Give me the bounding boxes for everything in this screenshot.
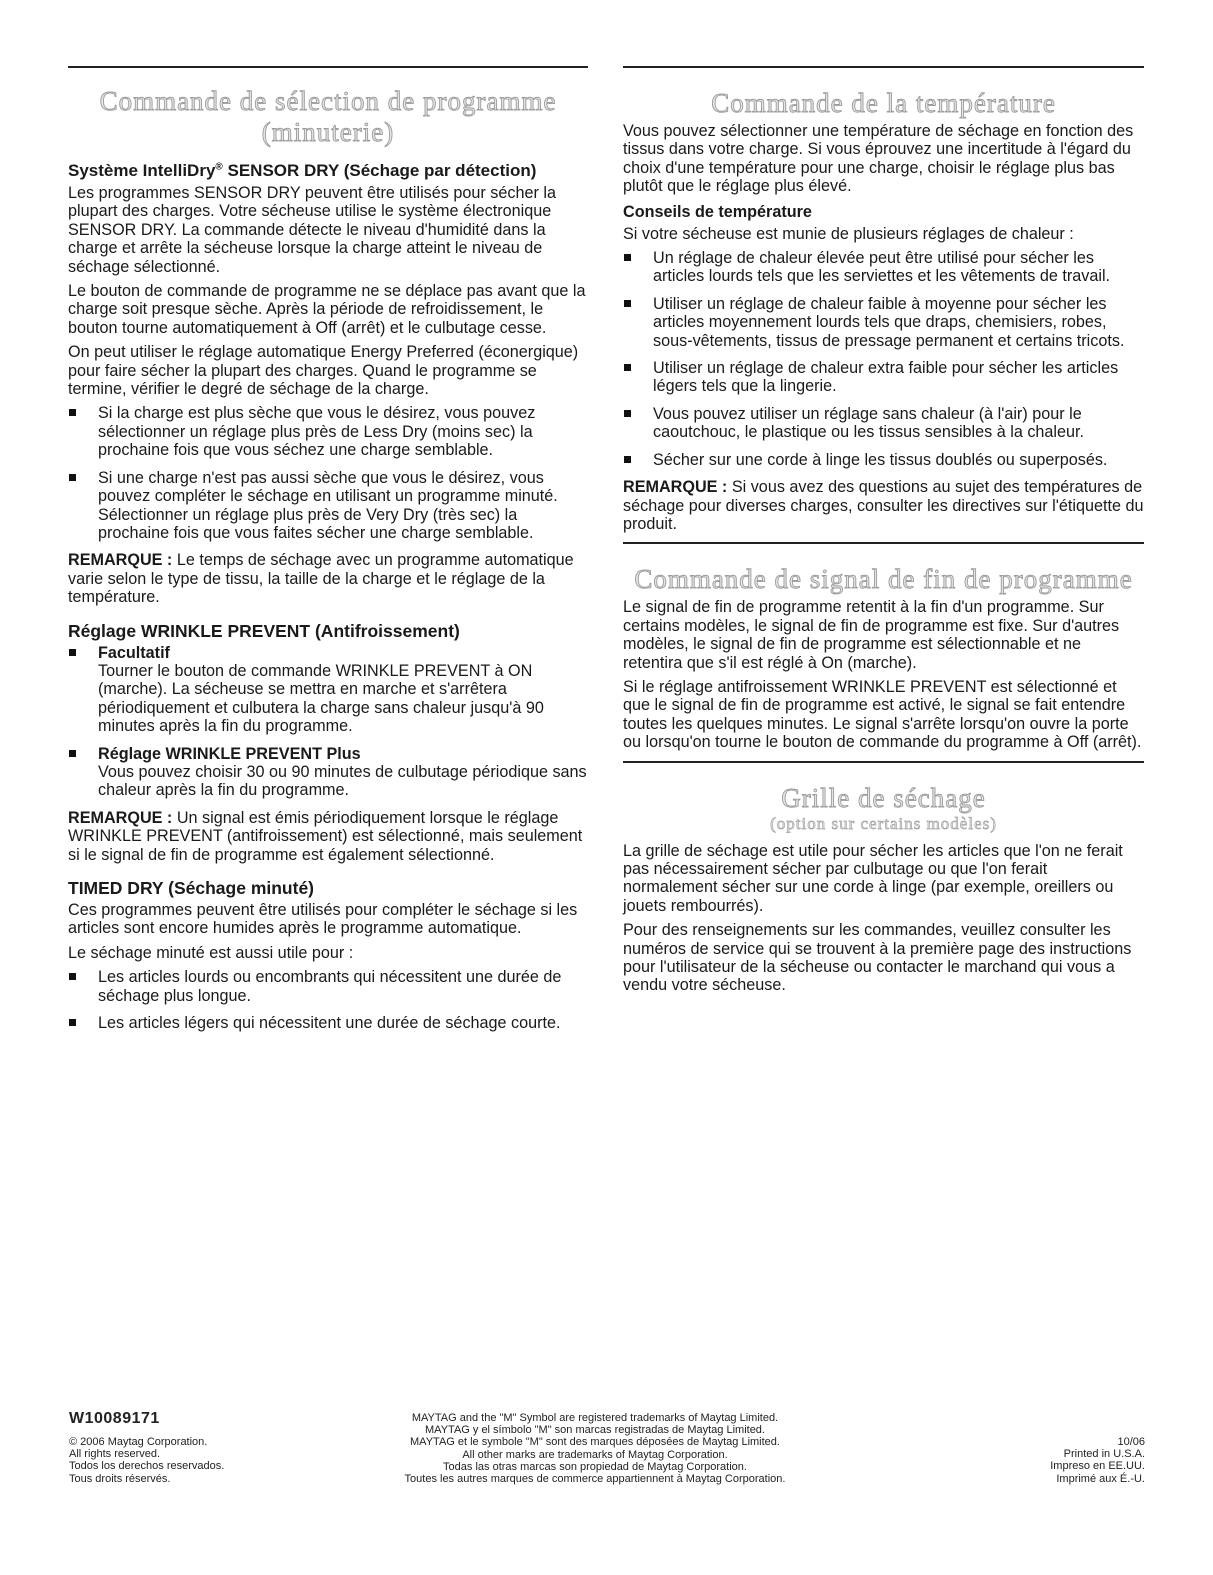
section-rule <box>623 66 1144 68</box>
footer-trademarks <box>360 1412 830 1485</box>
left-column <box>68 66 588 1041</box>
part-number: W10089171 <box>69 1410 160 1427</box>
paragraph: Le séchage minuté est aussi utile pour : <box>68 943 354 962</box>
bullet-text: Vous pouvez choisir 30 ou 90 minutes de culbutage périodique sans chaleur après la fin du programme. <box>98 762 587 800</box>
copyright-line: © 2006 Maytag Corporation. <box>69 1436 208 1448</box>
note-label: REMARQUE : <box>623 478 728 497</box>
right-column <box>623 66 1144 1001</box>
section-rule <box>623 761 1144 763</box>
note-text: Le temps de séchage avec un programme automatique varie selon le type de tissu, la taille de la charge et le réglage de la température. <box>68 551 574 607</box>
heading-wrinkle-prevent: Réglage WRINKLE PREVENT (Antifroissement) <box>68 620 460 641</box>
paragraph: Si le réglage antifroissement WRINKLE PREVENT est sélectionné et que le signal de fin de programme est activé, le signal se fait entendre toutes les quelques minutes. Le signal s'arrête lorsqu'on ouvre la porte ou lorsqu'on tourne le bouton de commande du programme à Off (arrêt). <box>623 677 1142 752</box>
section-rule <box>623 542 1144 544</box>
note-text: Si vous avez des questions au sujet des températures de séchage pour diverses charges, consulter les directives sur l'étiquette du produit. <box>623 478 1144 533</box>
bullet-item <box>68 745 588 800</box>
footer-right <box>1050 1436 1145 1485</box>
bullet-item: Les articles légers qui nécessitent une durée de séchage courte. <box>68 1014 588 1032</box>
paragraph: Le bouton de commande de programme ne se déplace pas avant que la charge soit presque sèche. Après la période de refroidissement, le bouton tourne automatiquement à Off (arrêt) et le culbutage cesse. <box>68 282 586 337</box>
section-subtitle-drying-rack: (option sur certains modèles) <box>770 813 997 833</box>
heading-timed-dry: TIMED DRY (Séchage minuté) <box>68 878 315 898</box>
bullet-item: Un réglage de chaleur élevée peut être utilisé pour sécher les articles lourds tels que les serviettes et les vêtements de travail. <box>623 249 1144 286</box>
note <box>623 478 1144 533</box>
trademark-line: MAYTAG et le symbole "M" sont des marques déposées de Maytag Limited. <box>410 1436 780 1449</box>
bullet-list <box>68 644 588 800</box>
printed-in-line: Impreso en EE.UU. <box>1050 1460 1145 1473</box>
trademark-line: MAYTAG and the "M" Symbol are registered trademarks of Maytag Limited. <box>411 1412 779 1424</box>
printed-in-line: Imprimé aux É.-U. <box>1056 1472 1145 1485</box>
paragraph: Vous pouvez sélectionner une température de séchage en fonction des tissus dans votre charge. Si vous éprouvez une incertitude à l'égard du choix d'une température pour une charge, choisir le réglage plus bas plutôt que le réglage plus élevé. <box>623 122 1134 196</box>
bullet-item: Si la charge est plus sèche que vous le désirez, vous pouvez sélectionner un réglage plus près de Less Dry (moins sec) la prochaine fois que vous séchez une charge semblable. <box>68 404 588 459</box>
bullet-list <box>68 404 588 542</box>
bullet-item: Sécher sur une corde à linge les tissus doublés ou superposés. <box>623 451 1144 469</box>
bullet-item <box>68 644 588 736</box>
bullet-text: Tourner le bouton de commande WRINKLE PREVENT à ON (marche). La sécheuse se mettra en marche et s'arrêtera périodiquement et culbutera la charge sans chaleur jusqu'à 90 minutes après la fin du programme. <box>98 661 544 736</box>
registered-mark: ® <box>215 161 223 173</box>
bullet-item: Utiliser un réglage de chaleur faible à moyenne pour sécher les articles moyennement lourds tels que draps, chemisiers, robes, sous-vêtements, tissus de pressage permanent et certains tricots. <box>623 295 1144 350</box>
trademark-line: Toutes les autres marques de commerce appartiennent à Maytag Corporation. <box>404 1473 786 1486</box>
bullet-item: Les articles lourds ou encombrants qui nécessitent une durée de séchage plus longue. <box>68 968 588 1005</box>
section-title-end-signal: Commande de signal de fin de programme <box>634 564 1133 595</box>
print-date: 10/06 <box>1117 1436 1145 1448</box>
heading-temperature-tips: Conseils de température <box>623 202 812 221</box>
note-label: REMARQUE : <box>68 808 173 827</box>
paragraph: La grille de séchage est utile pour sécher les articles que l'on ne ferait pas nécessairement sécher par culbutage ou que l'on ferait normalement sécher sur une corde à linge (par exemple, oreillers ou jouets rembourrés). <box>623 841 1123 915</box>
trademark-line: Todas las otras marcas son propiedad de Maytag Corporation. <box>443 1460 747 1473</box>
bullet-lead: Réglage WRINKLE PREVENT Plus <box>98 744 361 763</box>
bullet-list <box>623 249 1144 469</box>
trademark-line: All other marks are trademarks of Maytag Corporation. <box>462 1448 728 1461</box>
paragraph: Ces programmes peuvent être utilisés pour compléter le séchage si les articles sont encore humides après le programme automatique. <box>68 901 578 938</box>
section-title-temperature: Commande de la température <box>711 88 1056 118</box>
note <box>68 551 588 606</box>
paragraph: Le signal de fin de programme retentit à la fin d'un programme. Sur certains modèles, le signal de fin de programme est fixe. Sur d'autres modèles, le signal de fin de programme est sélectionnable et ne retentira que s'il est réglé à On (marche). <box>623 598 1120 672</box>
bullet-item: Si une charge n'est pas aussi sèche que vous le désirez, vous pouvez compléter le séchage en utilisant un programme minuté. Sélectionner un réglage plus près de Very Dry (très sec) la prochaine fois que vous faites sécher une charge semblable. <box>68 469 588 543</box>
copyright-line: Tous droits réservés. <box>69 1472 171 1485</box>
footer-left <box>69 1410 224 1485</box>
copyright-line: Todos los derechos reservados. <box>69 1460 225 1473</box>
heading-part: Système IntelliDry <box>68 161 216 180</box>
section-title-line-2: (minuterie) <box>261 117 395 147</box>
heading-intellidry <box>68 161 588 181</box>
trademark-line: MAYTAG y el símbolo "M" son marcas registradas de Maytag Limited. <box>425 1424 765 1437</box>
section-title-drying-rack: Grille de séchage <box>781 782 986 813</box>
bullet-item: Vous pouvez utiliser un réglage sans chaleur (à l'air) pour le caoutchouc, le plastique ou les tissus sensibles à la chaleur. <box>623 405 1144 442</box>
bullet-list <box>68 968 588 1032</box>
section-rule <box>68 66 588 68</box>
paragraph: Les programmes SENSOR DRY peuvent être utilisés pour sécher la plupart des charges. Votre sécheuse utilise le système électronique SENSOR DRY. La commande détecte le niveau d'humidité dans la charge et arrête la sécheuse lorsque la charge atteint le niveau de séchage sélectionné. <box>68 184 556 276</box>
note <box>68 809 588 864</box>
copyright-line: All rights reserved. <box>69 1448 161 1461</box>
section-title-line-1: Commande de sélection de programme <box>99 86 557 116</box>
bullet-lead: Facultatif <box>98 643 170 662</box>
printed-in-line: Printed in U.S.A. <box>1063 1448 1145 1461</box>
heading-part: SENSOR DRY (Séchage par détection) <box>222 161 537 180</box>
note-label: REMARQUE : <box>68 551 173 570</box>
bullet-item: Utiliser un réglage de chaleur extra faible pour sécher les articles légers tels que la lingerie. <box>623 359 1144 396</box>
note-text: Un signal est émis périodiquement lorsque le réglage WRINKLE PREVENT (antifroissement) est sélectionné, mais seulement si le signal de fin de programme est également sélectionné. <box>68 808 583 864</box>
paragraph: On peut utiliser le réglage automatique Energy Preferred (éconergique) pour faire sécher la plupart des charges. Quand le programme se termine, vérifier le degré de séchage de la charge. <box>68 343 579 399</box>
paragraph: Si votre sécheuse est munie de plusieurs réglages de chaleur : <box>623 224 1074 243</box>
section-title-program-selection <box>68 86 588 148</box>
paragraph: Pour des renseignements sur les commandes, veuillez consulter les numéros de service qui se trouvent à la première page des instructions pour l'utilisateur de la sécheuse ou contacter le marchand qui vous a vendu votre sécheuse. <box>623 921 1132 995</box>
